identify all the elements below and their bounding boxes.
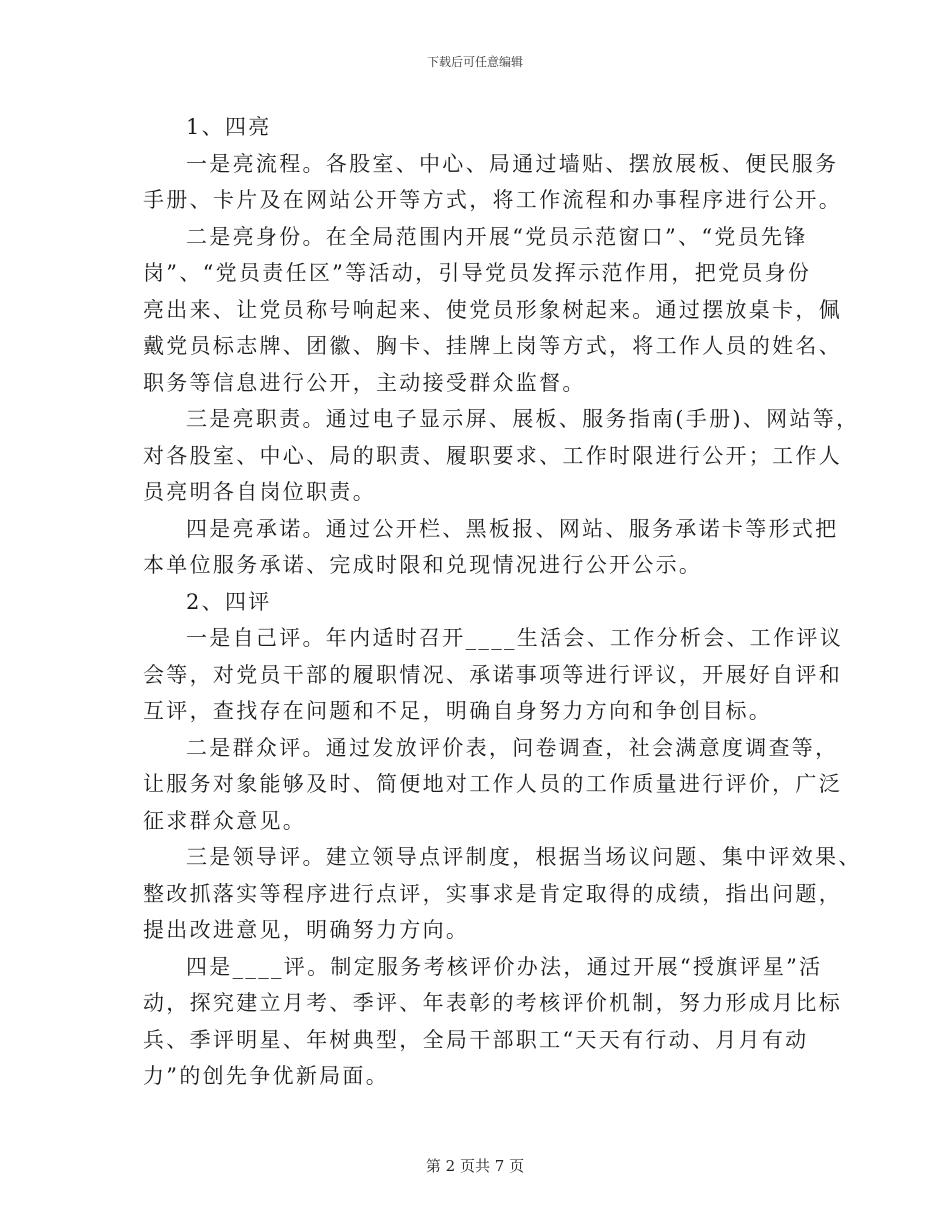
text-line: 征求群众意见。 bbox=[143, 808, 307, 833]
text-line: 互评，查找存在问题和不足，明确自身努力方向和争创目标。 bbox=[143, 699, 773, 723]
text-line: 整改抓落实等程序进行点评，实事求是肯定取得的成绩，指出问题， bbox=[143, 881, 842, 906]
text-line: 一是亮流程。各股室、中心、局通过墙贴、摆放展板、便民服务 bbox=[186, 151, 839, 176]
text-line: 三是亮职责。通过电子显示屏、展板、服务指南(手册)、网站等， bbox=[186, 407, 860, 431]
text-line: 岗”、“党员责任区”等活动，引导党员发挥示范作用，把党员身份 bbox=[143, 261, 812, 285]
text-line: 会等，对党员干部的履职情况、承诺事项等进行评议，开展好自评和 bbox=[143, 662, 842, 687]
text-line: 手册、卡片及在网站公开等方式，将工作流程和办事程序进行公开。 bbox=[143, 188, 842, 212]
header-note: 下载后可任意编辑 bbox=[426, 55, 523, 69]
text-line: 对各股室、中心、局的职责、履职要求、工作时限进行公开；工作人 bbox=[143, 443, 842, 468]
text-line: 2、四评 bbox=[186, 589, 272, 614]
text-line: 提出改进意见，明确努力方向。 bbox=[143, 918, 470, 942]
text-line: 兵、季评明星、年树典型，全局干部职工“天天有行动、月月有动 bbox=[143, 1027, 809, 1052]
text-line: 动，探究建立月考、季评、年表彰的考核评价机制，努力形成月比标 bbox=[143, 991, 842, 1015]
text-line: 三是领导评。建立领导点评制度，根据当场议问题、集中评效果、 bbox=[186, 845, 862, 869]
text-line: 四是____评。制定服务考核评价办法，通过开展“授旗评星”活 bbox=[186, 954, 823, 979]
text-line: 职务等信息进行公开，主动接受群众监督。 bbox=[143, 370, 586, 395]
text-line: 1、四亮 bbox=[186, 115, 272, 139]
text-line: 力”的创先争优新局面。 bbox=[143, 1064, 390, 1088]
text-line: 戴党员标志牌、团徽、胸卡、挂牌上岗等方式，将工作人员的姓名、 bbox=[143, 334, 842, 358]
page-number-footer: 第 2 页共 7 页 bbox=[425, 1157, 525, 1175]
text-line: 员亮明各自岗位职责。 bbox=[143, 480, 376, 504]
text-line: 本单位服务承诺、完成时限和兑现情况进行公开公示。 bbox=[143, 553, 703, 577]
text-line: 二是亮身份。在全局范围内开展“党员示范窗口”、“党员先锋 bbox=[186, 224, 808, 249]
text-line: 二是群众评。通过发放评价表，问卷调查，社会满意度调查等， bbox=[186, 735, 839, 760]
document-body bbox=[143, 109, 862, 1095]
text-line: 四是亮承诺。通过公开栏、黑板报、网站、服务承诺卡等形式把 bbox=[186, 516, 839, 541]
text-line: 让服务对象能够及时、简便地对工作人员的工作质量进行评价，广泛 bbox=[143, 772, 842, 796]
text-line: 一是自己评。年内适时召开____生活会、工作分析会、工作评议 bbox=[186, 626, 843, 650]
text-line: 亮出来、让党员称号响起来、使党员形象树起来。通过摆放桌卡，佩 bbox=[143, 297, 842, 322]
